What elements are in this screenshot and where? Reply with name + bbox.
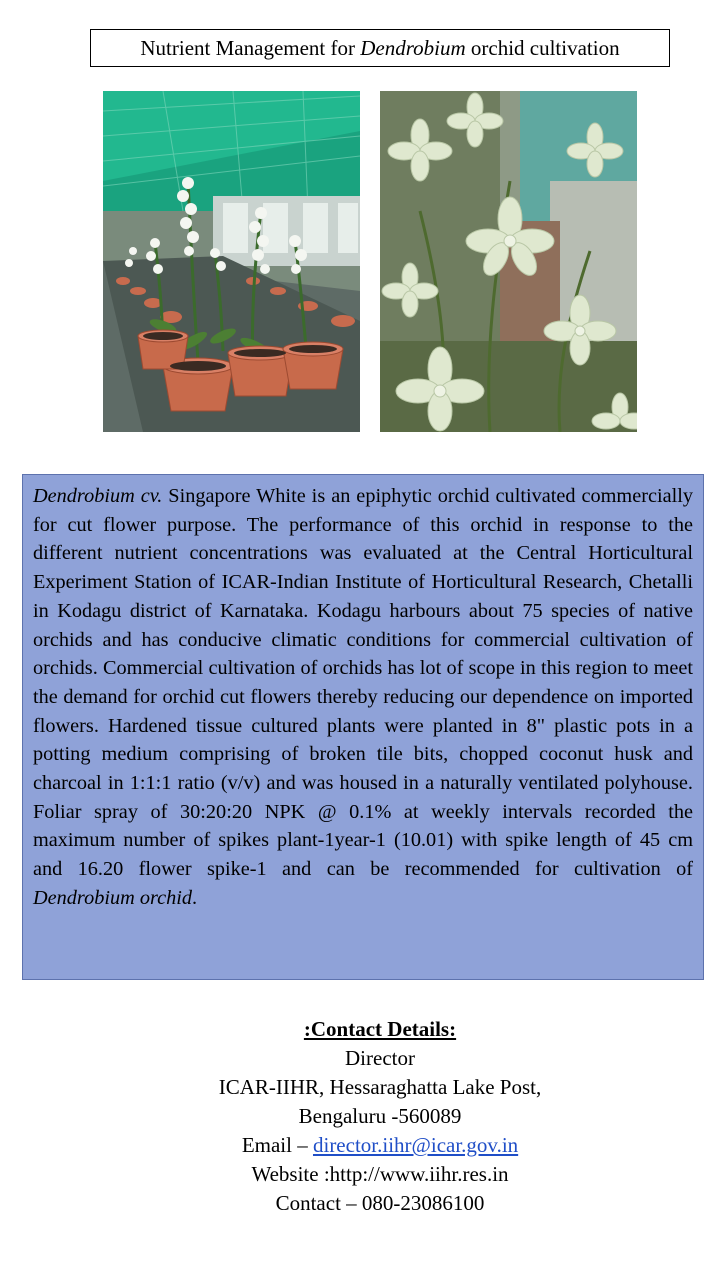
- contact-director: Director: [345, 1046, 415, 1070]
- title-prefix: Nutrient Management for: [140, 36, 361, 60]
- contact-email-label: Email –: [241, 1133, 313, 1157]
- contact-website: Website :http://www.iihr.res.in: [251, 1162, 509, 1186]
- contact-email-link[interactable]: director.iihr@icar.gov.in: [312, 1133, 519, 1157]
- contact-phone: Contact – 080-23086100: [275, 1191, 485, 1215]
- description-panel: [22, 474, 704, 980]
- title-genus: Dendrobium: [360, 36, 466, 60]
- contact-details: [0, 1015, 720, 1218]
- polyhouse-illustration: [103, 91, 360, 432]
- description-lead-italic: Dendrobium cv.: [33, 485, 163, 507]
- orchid-polyhouse-photo: [103, 91, 360, 432]
- contact-email-line: [0, 1131, 720, 1160]
- contact-heading: :Contact Details:: [303, 1017, 457, 1041]
- poster-title: [90, 29, 670, 67]
- description-body: Singapore White is an epiphytic orchid cultivated commercially for cut flower purpose. The performance of this orchid in response to the different nutrient concentrations was evaluated at the Central Horticultural Experiment Station of ICAR-Indian Institute of Horticultural Research, Chetalli in Kodagu district of Karnataka. Kodagu harbours about 75 species of native orchids and has conducive climatic conditions for commercial cultivation of orchids. Commercial cultivation of orchids has lot of scope in this region to meet the demand for orchid cut flowers thereby reducing our dependence on imported flowers. Hardened tissue cultured plants were planted in 8" plastic pots in a potting medium comprising of broken tile bits, chopped coconut husk and charcoal in 1:1:1 ratio (v/v) and was housed in a naturally ventilated polyhouse. Foliar spray of 30:20:20 NPK @ 0.1% at weekly intervals recorded the maximum number of spikes plant-1year-1 (10.01) with spike length of 45 cm and 16.20 flower spike-1 and can be recommended for cultivation of: [33, 485, 693, 881]
- orchid-closeup-illustration: [380, 91, 637, 432]
- description-tail-italic: Dendrobium orchid: [33, 886, 193, 909]
- title-suffix: orchid cultivation: [465, 36, 620, 60]
- contact-address: ICAR-IIHR, Hessaraghatta Lake Post,: [218, 1075, 542, 1099]
- description-tail-end: .: [192, 886, 198, 909]
- white-orchid-flowers-photo: [380, 91, 637, 432]
- description-paragraph: [33, 482, 693, 913]
- contact-city: Bengaluru -560089: [298, 1104, 462, 1128]
